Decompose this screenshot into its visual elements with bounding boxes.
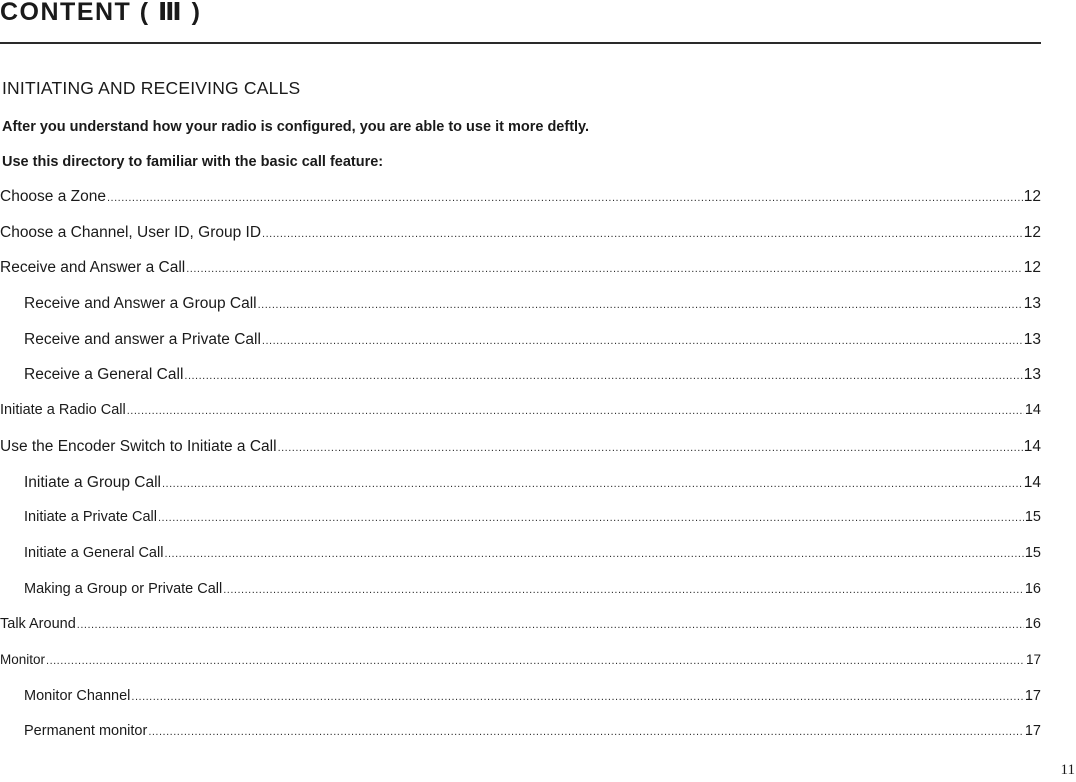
toc-entry-page: 17	[1025, 651, 1041, 667]
toc-subentry	[0, 723, 1041, 759]
toc-entry-label: Receive and Answer a Call	[0, 259, 186, 277]
toc-entry-label: Initiate a Group Call	[24, 473, 161, 491]
toc-entry-label: Initiate a Private Call	[24, 509, 157, 526]
toc-dot-leader	[107, 192, 1023, 204]
directory-note: Use this directory to familiar with the basic call feature:	[2, 154, 384, 170]
toc-dot-leader	[46, 655, 1025, 667]
toc-dot-leader	[164, 548, 1023, 560]
toc-dot-leader	[158, 512, 1024, 524]
toc-entry-page: 13	[1023, 366, 1041, 384]
toc-entry-page: 16	[1024, 616, 1041, 633]
toc-entry-label: Monitor Channel	[24, 687, 131, 704]
toc-entry	[0, 438, 1041, 474]
toc-subentry	[0, 688, 1041, 724]
toc-entry-page: 14	[1023, 473, 1041, 491]
toc-entry-label: Choose a Channel, User ID, Group ID	[0, 223, 262, 241]
toc-entry-label: Receive and Answer a Group Call	[24, 295, 257, 313]
toc-entry-page: 12	[1023, 259, 1041, 277]
toc-subentry	[0, 474, 1041, 510]
toc-dot-leader	[77, 619, 1024, 631]
toc-subentry	[0, 509, 1041, 545]
toc-entry-page: 12	[1023, 223, 1041, 241]
toc-entry	[0, 224, 1041, 260]
toc-entry-label: Receive a General Call	[24, 366, 184, 384]
toc-entry	[0, 259, 1041, 295]
toc-subentry	[0, 545, 1041, 581]
toc-entry-label: Permanent monitor	[24, 723, 148, 740]
toc-subentry	[0, 295, 1041, 331]
title-divider	[0, 42, 1041, 44]
page-number: 11	[1060, 762, 1075, 778]
toc-entry	[0, 616, 1041, 652]
toc-entry-label: Receive and answer a Private Call	[24, 330, 261, 348]
toc-dot-leader	[148, 726, 1024, 738]
toc-entry-page: 15	[1024, 544, 1041, 561]
toc-entry-page: 13	[1023, 330, 1041, 348]
toc-entry	[0, 652, 1041, 688]
toc-subentry	[0, 366, 1041, 402]
toc-dot-leader	[127, 405, 1024, 417]
toc-dot-leader	[278, 442, 1023, 454]
toc-dot-leader	[262, 228, 1023, 240]
toc-entry-label: Use the Encoder Switch to Initiate a Call	[0, 437, 277, 455]
toc-entry-page: 16	[1024, 580, 1041, 597]
toc-entry-label: Talk Around	[0, 616, 76, 633]
toc-entry-label: Initiate a General Call	[24, 544, 164, 561]
toc-entry-label: Monitor	[0, 651, 46, 667]
toc-subentry	[0, 331, 1041, 367]
toc-dot-leader	[186, 263, 1023, 275]
toc-entry-label: Choose a Zone	[0, 188, 106, 205]
toc-entry-page: 12	[1023, 188, 1041, 205]
toc-entry-page: 13	[1023, 295, 1041, 313]
toc-dot-leader	[131, 691, 1023, 703]
toc-dot-leader	[162, 478, 1023, 490]
toc-entry-label: Making a Group or Private Call	[24, 580, 223, 597]
toc-dot-leader	[223, 584, 1024, 596]
toc-entry	[0, 402, 1041, 438]
toc-subentry	[0, 581, 1041, 617]
toc-entry-page: 14	[1024, 402, 1041, 419]
section-title: INITIATING AND RECEIVING CALLS	[2, 78, 301, 98]
toc-dot-leader	[258, 299, 1023, 311]
toc-entry-page: 15	[1024, 509, 1041, 526]
toc-dot-leader	[262, 335, 1023, 347]
toc-dot-leader	[184, 370, 1022, 382]
toc-entry-label: Initiate a Radio Call	[0, 402, 126, 419]
intro-text: After you understand how your radio is configured, you are able to use it more deftly.	[2, 119, 590, 135]
toc-entry-page: 17	[1024, 723, 1041, 740]
table-of-contents	[0, 188, 1041, 759]
toc-entry	[0, 188, 1041, 224]
toc-entry-page: 17	[1024, 687, 1041, 704]
toc-entry-page: 14	[1023, 437, 1041, 455]
page-title: CONTENT ( Ⅲ )	[0, 0, 202, 26]
